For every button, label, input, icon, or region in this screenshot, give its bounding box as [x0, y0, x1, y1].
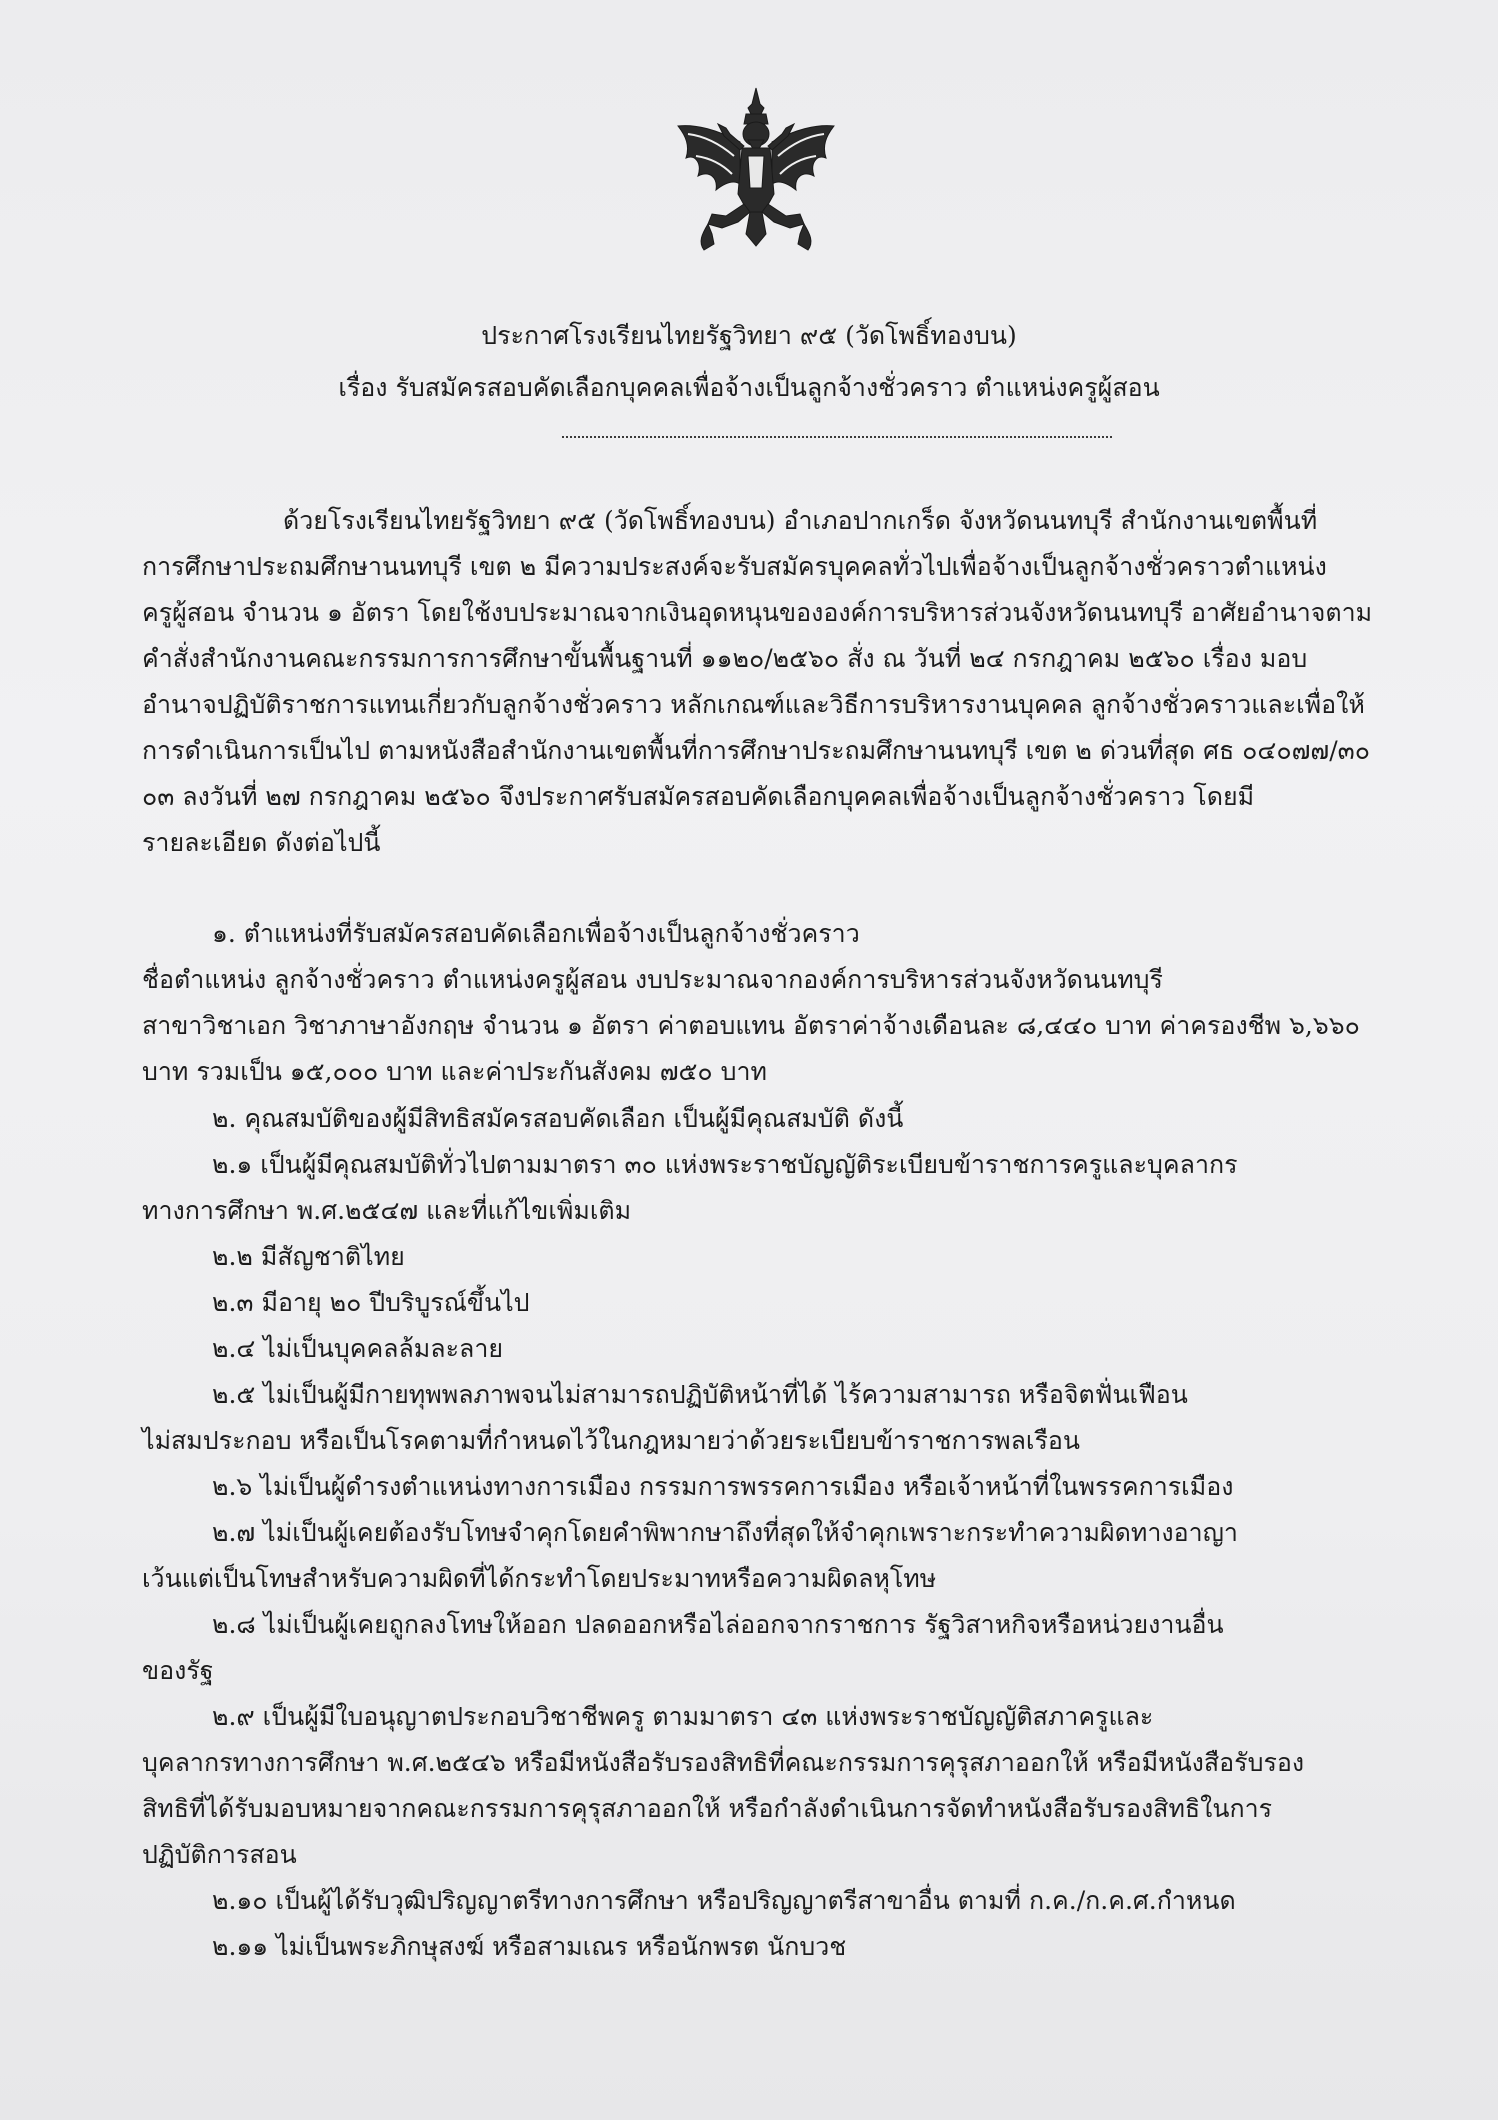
list-item: ๒.๕ ไม่เป็นผู้มีกายทุพพลภาพจนไม่สามารถปฏิบัติหน้าที่ได้ ไร้ความสามารถ หรือจิตฟั่นเฟือน [212, 1380, 1188, 1409]
announcement-subject: เรื่อง รับสมัครสอบคัดเลือกบุคคลเพื่อจ้างเป็นลูกจ้างชั่วคราว ตำแหน่งครูผู้สอน [338, 373, 1160, 402]
body-line: อำนาจปฏิบัติราชการแทนเกี่ยวกับลูกจ้างชั่วคราว หลักเกณฑ์และวิธีการบริหารงานบุคคล ลูกจ้างชั่วคราวและเพื่อให้ [142, 690, 1365, 719]
body-line: การศึกษาประถมศึกษานนทบุรี เขต ๒ มีความประสงค์จะรับสมัครบุคคลทั่วไปเพื่อจ้างเป็นลูกจ้างชั่วคราวตำแหน่ง [142, 552, 1327, 581]
list-item: ๒.๘ ไม่เป็นผู้เคยถูกลงโทษให้ออก ปลดออกหรือไล่ออกจากราชการ รัฐวิสาหกิจหรือหน่วยงานอื่น [212, 1610, 1224, 1639]
list-item: ๒.๔ ไม่เป็นบุคคลล้มละลาย [212, 1334, 504, 1363]
body-line: ปฏิบัติการสอน [142, 1840, 297, 1869]
body-line: การดำเนินการเป็นไป ตามหนังสือสำนักงานเขตพื้นที่การศึกษาประถมศึกษานนทบุรี เขต ๒ ด่วนที่สุด ศธ ๐๔๐๗๗/๓๐ [142, 736, 1370, 765]
body-line: ๐๓ ลงวันที่ ๒๗ กรกฎาคม ๒๕๖๐ จึงประกาศรับสมัครสอบคัดเลือกบุคคลเพื่อจ้างเป็นลูกจ้างชั่วคราว โดยมี [142, 782, 1255, 811]
list-item: ๒.๙ เป็นผู้มีใบอนุญาตประกอบวิชาชีพครู ตามมาตรา ๔๓ แห่งพระราชบัญญัติสภาครูและ [212, 1702, 1154, 1731]
section-heading: ๒. คุณสมบัติของผู้มีสิทธิสมัครสอบคัดเลือก เป็นผู้มีคุณสมบัติ ดังนี้ [212, 1104, 904, 1133]
body-line: ของรัฐ [142, 1656, 214, 1685]
body-line: คำสั่งสำนักงานคณะกรรมการการศึกษาขั้นพื้นฐานที่ ๑๑๒๐/๒๕๖๐ สั่ง ณ วันที่ ๒๔ กรกฎาคม ๒๕๖๐ เรื่อง มอบ [142, 644, 1308, 673]
body-line: ไม่สมประกอบ หรือเป็นโรคตามที่กำหนดไว้ในกฎหมายว่าด้วยระเบียบข้าราชการพลเรือน [142, 1426, 1081, 1455]
body-line: ครูผู้สอน จำนวน ๑ อัตรา โดยใช้งบประมาณจากเงินอุดหนุนขององค์การบริหารส่วนจังหวัดนนทบุรี อาศัยอำนาจตาม [142, 598, 1373, 627]
garuda-emblem-icon [668, 84, 844, 254]
body-line: ด้วยโรงเรียนไทยรัฐวิทยา ๙๕ (วัดโพธิ์ทองบน) อำเภอปากเกร็ด จังหวัดนนทบุรี สำนักงานเขตพื้นที่ [283, 506, 1318, 535]
list-item: ๒.๒ มีสัญชาติไทย [212, 1242, 405, 1271]
body-line: สิทธิที่ได้รับมอบหมายจากคณะกรรมการคุรุสภาออกให้ หรือกำลังดำเนินการจัดทำหนังสือรับรองสิทธิในการ [142, 1794, 1273, 1823]
list-item: ๒.๓ มีอายุ ๒๐ ปีบริบูรณ์ขึ้นไป [212, 1288, 530, 1317]
body-line: เว้นแต่เป็นโทษสำหรับความผิดที่ได้กระทำโดยประมาทหรือความผิดลหุโทษ [142, 1564, 937, 1593]
body-line: รายละเอียด ดังต่อไปนี้ [142, 828, 381, 857]
announcement-title: ประกาศโรงเรียนไทยรัฐวิทยา ๙๕ (วัดโพธิ์ทองบน) [481, 321, 1017, 350]
body-line: ชื่อตำแหน่ง ลูกจ้างชั่วคราว ตำแหน่งครูผู้สอน งบประมาณจากองค์การบริหารส่วนจังหวัดนนทบุรี [142, 965, 1163, 994]
list-item: ๒.๑๐ เป็นผู้ได้รับวุฒิปริญญาตรีทางการศึกษา หรือปริญญาตรีสาขาอื่น ตามที่ ก.ค./ก.ค.ศ.กำหนด [212, 1886, 1236, 1915]
body-line: บุคลากรทางการศึกษา พ.ศ.๒๕๔๖ หรือมีหนังสือรับรองสิทธิที่คณะกรรมการคุรุสภาออกให้ หรือมีหนังสือรับรอง [142, 1748, 1305, 1777]
section-heading: ๑. ตำแหน่งที่รับสมัครสอบคัดเลือกเพื่อจ้างเป็นลูกจ้างชั่วคราว [212, 919, 860, 948]
body-line: ทางการศึกษา พ.ศ.๒๕๔๗ และที่แก้ไขเพิ่มเติม [142, 1196, 632, 1225]
body-line: สาขาวิชาเอก วิชาภาษาอังกฤษ จำนวน ๑ อัตรา ค่าตอบแทน อัตราค่าจ้างเดือนละ ๘,๔๔๐ บาท ค่าครองชีพ ๖,๖๖๐ [142, 1011, 1360, 1040]
list-item: ๒.๑ เป็นผู้มีคุณสมบัติทั่วไปตามมาตรา ๓๐ แห่งพระราชบัญญัติระเบียบข้าราชการครูและบุคลากร [212, 1150, 1238, 1179]
list-item: ๒.๑๑ ไม่เป็นพระภิกษุสงฆ์ หรือสามเณร หรือนักพรต นักบวช [212, 1932, 847, 1961]
title-divider [562, 436, 1112, 438]
body-line: บาท รวมเป็น ๑๕,๐๐๐ บาท และค่าประกันสังคม ๗๕๐ บาท [142, 1057, 768, 1086]
list-item: ๒.๖ ไม่เป็นผู้ดำรงตำแหน่งทางการเมือง กรรมการพรรคการเมือง หรือเจ้าหน้าที่ในพรรคการเมือง [212, 1472, 1234, 1501]
list-item: ๒.๗ ไม่เป็นผู้เคยต้องรับโทษจำคุกโดยคำพิพากษาถึงที่สุดให้จำคุกเพราะกระทำความผิดทางอาญา [212, 1518, 1238, 1547]
